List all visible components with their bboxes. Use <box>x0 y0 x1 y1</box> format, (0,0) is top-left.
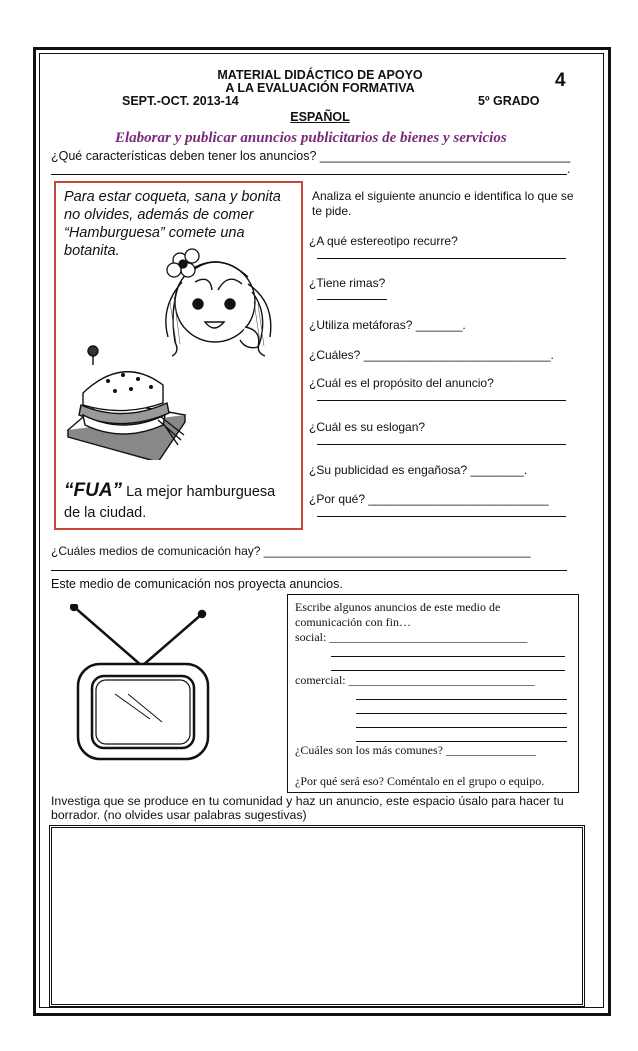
ad-slogan-block <box>64 480 284 524</box>
comunes-question: ¿Cuáles son los más comunes? _______________ <box>295 743 536 757</box>
escribe-intro: Escribe algunos anuncios de este medio de comunicación con fin… <box>295 600 501 629</box>
ad-brand: “FUA” <box>64 480 123 501</box>
investiga-instructions: Investiga que se produce en tu comunidad y haz un anuncio, este espacio úsalo para hacer tu borrador. (no olvides usar palabras sugestivas) <box>51 794 564 822</box>
question-rimas: ¿Tiene rimas? <box>309 276 386 290</box>
header-line2: A LA EVALUACIÓN FORMATIVA <box>225 81 415 95</box>
page-title: Elaborar y publicar anuncios publicitarios de bienes y servicios <box>115 130 507 146</box>
ad-slogan: La mejor hamburguesa de la ciudad. <box>64 484 276 521</box>
ad-text: Para estar coqueta, sana y bonita no olvides, además de comer “Hamburguesa” comete una botanita. <box>64 189 281 259</box>
page-number: 4 <box>555 70 566 91</box>
porque-question: ¿Por qué será eso? Coméntalo en el grupo o equipo. <box>295 774 545 788</box>
question-cuales: ¿Cuáles? ____________________________. <box>309 348 554 362</box>
social-label: social: _________________________________ <box>295 630 528 644</box>
girl-illustration <box>150 242 285 357</box>
header-grade: 5º GRADO <box>478 94 540 108</box>
question-medios: ¿Cuáles medios de comunicación hay? ________________________________________ <box>51 544 531 558</box>
draft-area[interactable] <box>49 825 585 1007</box>
header-line1: MATERIAL DIDÁCTICO DE APOYO <box>217 68 423 82</box>
question-proposito: ¿Cuál es el propósito del anuncio? <box>309 376 494 390</box>
comercial-label: comercial: _______________________________ <box>295 673 535 687</box>
question-por-que: ¿Por qué? ___________________________ <box>309 492 549 506</box>
analysis-intro: Analiza el siguiente anuncio e identifica lo que se te pide. <box>312 189 574 218</box>
medios-statement: Este medio de comunicación nos proyecta anuncios. <box>51 577 343 591</box>
question-metaforas: ¿Utiliza metáforas? _______. <box>309 318 466 332</box>
header-date: SEPT.-OCT. 2013-14 <box>122 94 239 108</box>
question-eslogan: ¿Cuál es su eslogan? <box>309 420 426 434</box>
tv-illustration <box>70 604 220 769</box>
answer-line <box>51 174 567 175</box>
question-caracteristicas: ¿Qué características deben tener los anuncios? ____________________________________ <box>51 149 571 163</box>
subject-title: ESPAÑOL <box>290 110 350 124</box>
hamburger-illustration <box>63 345 188 460</box>
question-estereotipo: ¿A qué estereotipo recurre? <box>309 234 458 248</box>
question-enganosa: ¿Su publicidad es engañosa? ________. <box>309 463 528 477</box>
